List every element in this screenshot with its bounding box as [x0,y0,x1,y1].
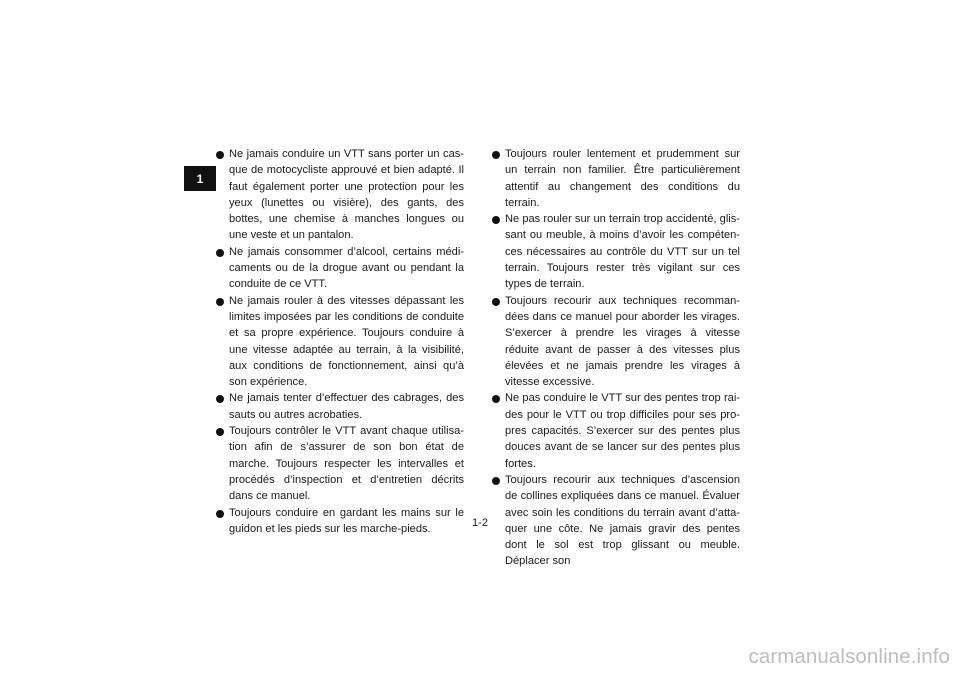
bullet-icon [492,395,500,403]
bullet-item [216,293,464,391]
bullet-item [492,390,740,471]
right-column [492,146,740,570]
left-column [216,146,464,537]
bullet-icon [216,395,224,403]
chapter-tab: 1 [184,166,216,191]
bullet-icon [492,477,500,485]
bullet-text: Ne jamais rouler à des vitesses dépassant les limites imposées par les conditions de conduite et sa propre expérience. Toujours conduire à une vitesse adaptée au terrain, à la visibilité, aux conditions de fonctionnement, ainsi qu’à son expérience. [229,294,464,389]
bullet-text: Toujours conduire en gardant les mains sur le guidon et les pieds sur les marche-pieds. [229,506,464,535]
bullet-icon [216,249,224,257]
bullet-icon [492,216,500,224]
bullet-text: Ne pas rouler sur un terrain trop accidenté, glissant ou meuble, à moins d’avoir les compétences nécessaires au contrôle du VTT sur un tel terrain. Toujours rester très vigilant sur ces types de terrain. [505,213,740,291]
bullet-item [216,423,464,504]
bullet-item [216,146,464,244]
bullet-text: Toujours recourir aux techniques d’ascension de collines expliquées dans ce manuel. Évaluer avec soin les conditions du terrain avant d’attaquer une côte. Ne jamais gravir des pentes dont le sol est trop glissant ou meuble. Déplacer son [505,473,740,568]
bullet-text: Ne jamais conduire un VTT sans porter un casque de motocycliste approuvé et bien adapté. Il faut également porter une protection pour les yeux (lunettes ou visière), des gants, des bottes, une chemise à manches longues ou une veste et un pantalon. [229,148,464,242]
bullet-item [216,244,464,293]
bullet-text: Toujours recourir aux techniques recommandées dans ce manuel pour aborder les virages. S’exercer à prendre les virages à vitesse réduite avant de passer à des vitesses plus élevées et ne jamais prendre les virages à vitesse excessive. [505,294,740,389]
bullet-item [492,211,740,292]
bullet-icon [492,151,500,159]
bullet-icon [216,298,224,306]
bullet-text: Toujours rouler lentement et prudemment sur un terrain non familier. Être particulièrement attentif au changement des conditions du terrain. [505,148,740,209]
bullet-item [492,293,740,391]
bullet-text: Ne jamais consommer d’alcool, certains médicaments ou de la drogue avant ou pendant la conduite de ce VTT. [229,245,464,291]
bullet-text: Toujours contrôler le VTT avant chaque utilisation afin de s’assurer de son bon état de marche. Toujours respecter les intervalles et procédés d’inspection et d’entretien décrits dans ce manuel. [229,425,464,503]
bullet-text: Ne jamais tenter d’effectuer des cabrages, des sauts ou autres acrobaties. [229,392,464,421]
bullet-icon [492,298,500,306]
page-number: 1-2 [472,517,488,529]
bullet-icon [216,428,224,436]
bullet-item [216,390,464,423]
bullet-item [492,146,740,211]
watermark: carmanualsonline.info [748,645,950,668]
bullet-icon [216,151,224,159]
bullet-text: Ne pas conduire le VTT sur des pentes trop raides pour le VTT ou trop difficiles pour ses propres capacités. S’exercer sur des pentes plus douces avant de se lancer sur des pentes plus fortes. [505,392,740,470]
